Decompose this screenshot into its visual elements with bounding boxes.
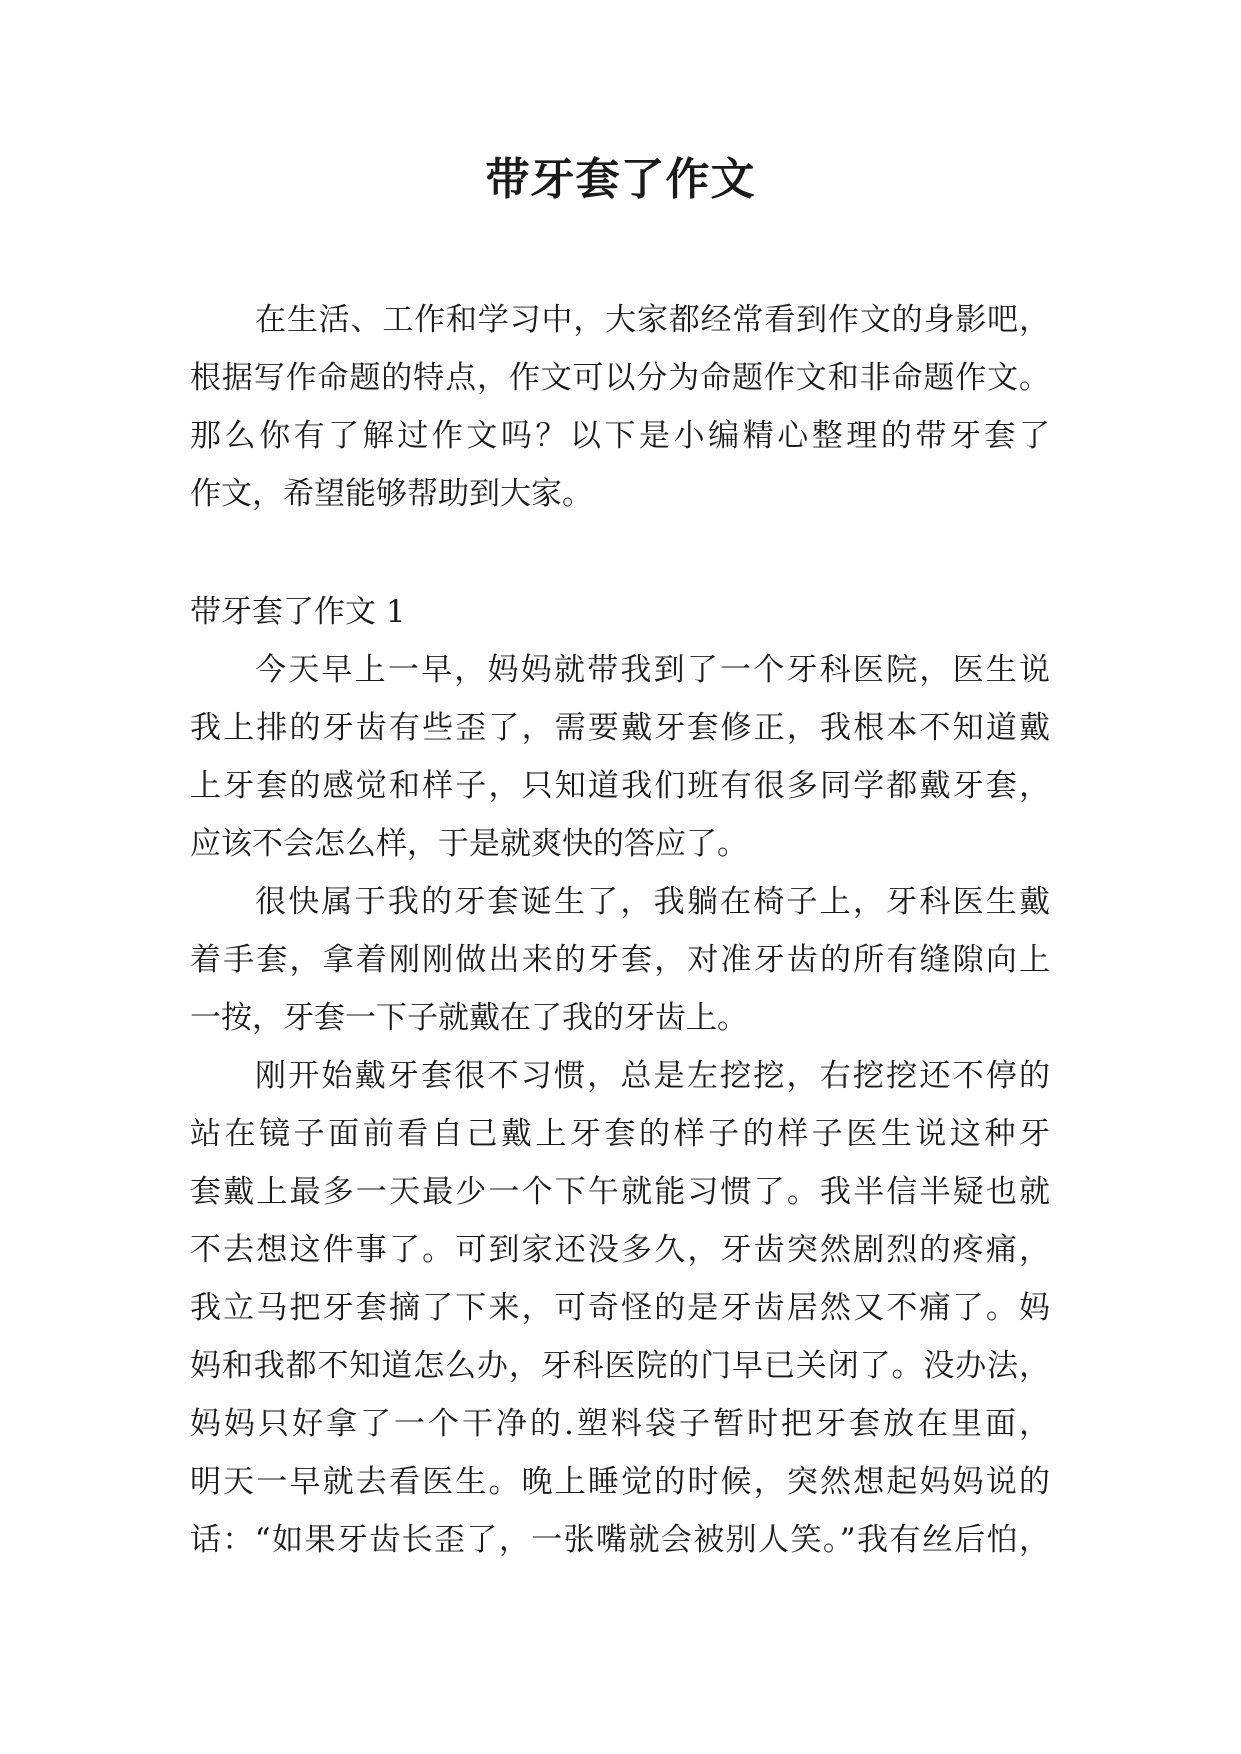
paragraph-line: 我立马把牙套摘了下来，可奇怪的是牙齿居然又不痛了。妈 [190,1290,1050,1326]
paragraph-line: 不去想这件事了。可到家还没多久，牙齿突然剧烈的疼痛， [190,1232,1050,1268]
paragraph-line: 很快属于我的牙套诞生了，我躺在椅子上，牙科医生戴 [255,884,1050,920]
intro-line: 那么你有了解过作文吗？以下是小编精心整理的带牙套了 [190,418,1050,454]
paragraph-line: 明天一早就去看医生。晚上睡觉的时候，突然想起妈妈说的 [190,1464,1050,1500]
document-title: 带牙套了作文 [485,154,756,205]
paragraph-line: 今天早上一早，妈妈就带我到了一个牙科医院，医生说 [255,652,1050,688]
paragraph-line: 刚开始戴牙套很不习惯，总是左挖挖，右挖挖还不停的 [255,1058,1050,1094]
paragraph-line: 站在镜子面前看自己戴上牙套的样子的样子医生说这种牙 [190,1116,1050,1152]
paragraph-1 [190,641,1050,873]
paragraph-line: 我上排的牙齿有些歪了，需要戴牙套修正，我根本不知道戴 [190,710,1050,746]
intro-line: 作文，希望能够帮助到大家。 [190,476,593,512]
paragraph-line: 妈和我都不知道怎么办，牙科医院的门早已关闭了。没办法， [190,1348,1050,1384]
paragraph-line: 套戴上最多一天最少一个下午就能习惯了。我半信半疑也就 [190,1174,1050,1210]
paragraph-line: 话：“如果牙齿长歪了，一张嘴就会被别人笑。”我有丝后怕， [190,1522,1050,1558]
paragraph-line: 妈妈只好拿了一个干净的.塑料袋子暂时把牙套放在里面， [190,1406,1050,1442]
paragraph-line: 着手套，拿着刚刚做出来的牙套，对准牙齿的所有缝隙向上 [190,942,1050,978]
document-body [190,291,1050,1569]
section-heading: 带牙套了作文 1 [190,594,406,630]
paragraph-2 [190,873,1050,1047]
intro-line: 在生活、工作和学习中，大家都经常看到作文的身影吧， [255,302,1050,338]
spacer [190,523,1050,583]
paragraph-line: 应该不会怎么样，于是就爽快的答应了。 [190,826,748,862]
intro-line: 根据写作命题的特点，作文可以分为命题作文和非命题作文。 [190,360,1050,396]
intro-paragraph [190,291,1050,523]
paragraph-3 [190,1047,1050,1569]
paragraph-line: 一按，牙套一下子就戴在了我的牙齿上。 [190,1000,748,1036]
paragraph-line: 上牙套的感觉和样子，只知道我们班有很多同学都戴牙套， [190,768,1050,804]
